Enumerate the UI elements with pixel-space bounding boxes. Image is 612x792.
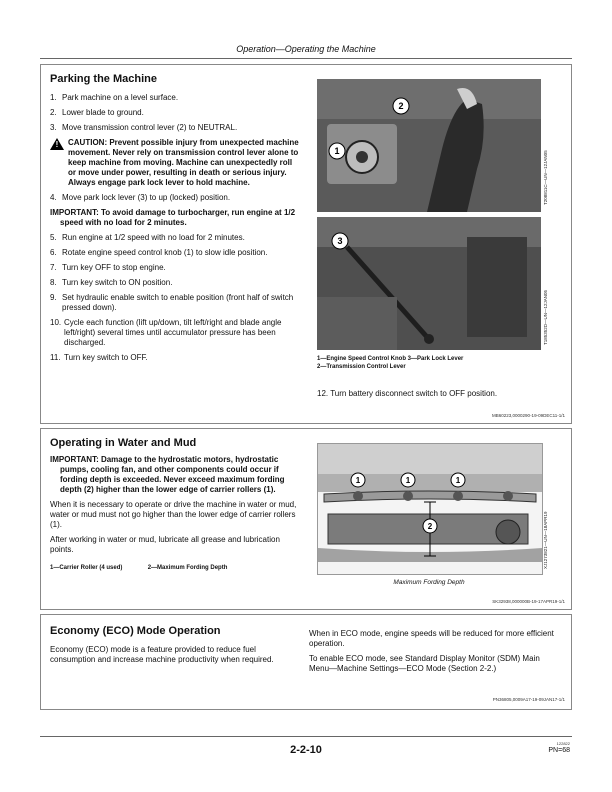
- callout-2: 2: [398, 101, 404, 111]
- parking-step-4: [50, 193, 302, 203]
- footer-pn: PN=68: [548, 747, 570, 754]
- water-paragraph-2: After working in water or mud, lubricate all grease and lubrication points.: [50, 535, 280, 554]
- water-section: [40, 428, 572, 610]
- legend-line-2: 2—Transmission Control Lever: [317, 364, 406, 370]
- step-text: Rotate engine speed control knob (1) to slow idle position.: [62, 248, 268, 257]
- list-item: [50, 278, 302, 288]
- step-text: Run engine at 1/2 speed with no load for 2 minutes.: [62, 233, 245, 242]
- list-item: [50, 108, 302, 118]
- eco-right-column: [309, 629, 561, 674]
- eco-title: Economy (ECO) Mode Operation: [50, 625, 221, 637]
- footer-code: 122822: [556, 741, 570, 746]
- list-item: [50, 353, 302, 363]
- caution-block: [50, 138, 302, 188]
- callout-2: 2: [427, 522, 433, 531]
- photo-transmission-lever-drawing: [317, 79, 541, 212]
- step-text: Move park lock lever (3) to up (locked) position.: [62, 193, 231, 202]
- parking-left-column: [50, 93, 302, 368]
- step-text: Turn key switch to OFF.: [64, 353, 148, 362]
- step-text: Park machine on a level surface.: [62, 93, 179, 102]
- step-number: 2.: [50, 108, 57, 117]
- fording-figure-caption: Maximum Fording Depth: [393, 579, 465, 586]
- list-item: [50, 123, 302, 133]
- water-paragraph-1: When it is necessary to operate or drive the machine in water or mud, water or mud must not go higher than the lower edge of carrier rollers (1).: [50, 500, 297, 529]
- eco-paragraph-right-2: To enable ECO mode, see Standard Display Monitor (SDM) Main Menu—Machine Settings—ECO Mode (Section 2-2.): [309, 654, 540, 673]
- legend-max-fording: 2—Maximum Fording Depth: [147, 565, 228, 571]
- list-item: [50, 193, 302, 203]
- callout-1: 1: [334, 146, 340, 156]
- important-fording: IMPORTANT: Damage to the hydrostatic motors, hydrostatic pumps, cooling fan, and other components could occur if fording depth is exceeded. Never exceed maximum fording depth (2) higher than the lower edge of carrier rollers (1).: [50, 455, 285, 494]
- parking-legend: [317, 355, 463, 371]
- water-title: Operating in Water and Mud: [50, 437, 197, 449]
- fording-figure-drawing: [318, 444, 542, 574]
- photo1-code: T208811C—UN—12JAN05: [543, 150, 548, 205]
- fording-figure: [317, 443, 543, 575]
- list-item: [50, 248, 302, 258]
- footer-rule: [40, 736, 572, 737]
- eco-paragraph-left: Economy (ECO) mode is a feature provided to reduce fuel consumption and increase machine productivity when required.: [50, 645, 274, 664]
- step-number: 1.: [50, 93, 57, 102]
- callout-1a: 1: [355, 476, 361, 485]
- water-left-column: [50, 455, 302, 573]
- list-item: [50, 93, 302, 103]
- callout-1c: 1: [455, 476, 461, 485]
- page-number: 2-2-10: [290, 744, 322, 756]
- parking-steps-b: [50, 233, 302, 363]
- photo-transmission-lever: [317, 79, 541, 212]
- step-text: Lower blade to ground.: [62, 108, 144, 117]
- eco-ref: PN36805,0009A17-19-09JAN17-1/1: [492, 697, 565, 702]
- parking-steps-a: [50, 93, 302, 133]
- legend-line-1: 1—Engine Speed Control Knob 3—Park Lock Lever: [317, 356, 464, 362]
- step-12: 12. Turn battery disconnect switch to OFF position.: [317, 389, 498, 398]
- photo2-code: T185352D—UN—12JAN05: [543, 289, 548, 345]
- parking-title: Parking the Machine: [50, 73, 157, 85]
- water-ref: SK32938,000000B-19-17APR19-1/1: [492, 599, 565, 604]
- water-legend: [50, 563, 302, 573]
- step-number: 3.: [50, 123, 57, 132]
- caution-text: CAUTION: Prevent possible injury from unexpected machine movement. Never rely on transmission control lever alone to keep machine from moving. Machine can unexpectedly roll or move under power, resulting in death or serious injury. Always engage park lock lever to hold machine.: [68, 138, 299, 187]
- warning-exclamation-icon: !: [55, 140, 59, 149]
- step-text: Set hydraulic enable switch to enable position (front half of switch pressed down).: [62, 293, 294, 312]
- step-number: 4.: [50, 193, 57, 202]
- step-number: 10.: [50, 318, 62, 327]
- eco-section: [40, 614, 572, 710]
- step-number: 6.: [50, 248, 57, 257]
- step-text: Cycle each function (lift up/down, tilt left/right and blade angle left/right) several times until accumulator pressure has been discharged.: [64, 318, 282, 347]
- photo-park-lock-lever: [317, 217, 541, 350]
- photo-park-lock-lever-drawing: [317, 217, 541, 350]
- step-text: Turn key OFF to stop engine.: [62, 263, 166, 272]
- parking-ref: MB60223,0000290-19-09DEC11-1/1: [492, 413, 565, 418]
- step-number: 11.: [50, 353, 61, 362]
- list-item: [50, 293, 302, 313]
- step-number: 8.: [50, 278, 57, 287]
- list-item: [50, 233, 302, 243]
- page-header: Operation—Operating the Machine: [236, 44, 376, 54]
- header-rule: [40, 58, 572, 59]
- parking-section: [40, 64, 572, 424]
- callout-1b: 1: [405, 476, 411, 485]
- list-item: [50, 263, 302, 273]
- step-number: 9.: [50, 293, 57, 302]
- step-number: 7.: [50, 263, 57, 272]
- fording-figure-code: XJ1273821—UN—18APR19: [543, 511, 548, 569]
- eco-paragraph-right-1: When in ECO mode, engine speeds will be reduced for more efficient operation.: [309, 629, 554, 648]
- list-item: [50, 318, 302, 348]
- legend-carrier-roller: 1—Carrier Roller (4 used): [50, 565, 123, 571]
- important-turbo: IMPORTANT: To avoid damage to turbocharger, run engine at 1/2 speed with no load for 2 minutes.: [50, 208, 296, 227]
- step-number: 5.: [50, 233, 57, 242]
- callout-3: 3: [337, 236, 343, 246]
- step-text: Turn key switch to ON position.: [62, 278, 173, 287]
- step-text: Move transmission control lever (2) to NEUTRAL.: [62, 123, 238, 132]
